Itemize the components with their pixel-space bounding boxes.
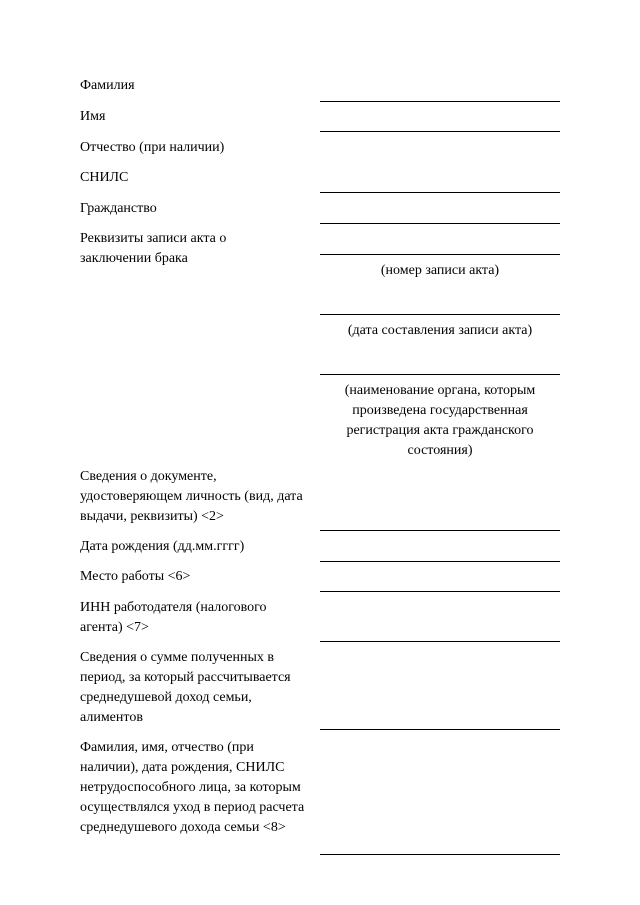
label-imya: Имя — [80, 109, 106, 124]
field-line-grazhdanstvo[interactable] — [320, 223, 560, 224]
field-line-otchestvo-snils[interactable] — [320, 192, 560, 193]
label-otchestvo: Отчество (при наличии) — [80, 140, 225, 155]
label-snils: СНИЛС — [80, 170, 129, 185]
caption-record-date: (дата составления записи акта) — [347, 323, 533, 338]
field-line-disabled-care[interactable] — [320, 854, 560, 855]
field-line-record-number[interactable] — [320, 254, 560, 255]
field-line-birth-date[interactable] — [320, 561, 560, 562]
field-line-alimony[interactable] — [320, 729, 560, 730]
label-disabled-care: Фамилия, имя, отчество (при наличии), дата рождения, СНИЛС нетрудоспособного лица, за которым осуществлялся уход в период расчета среднедушевого дохода семьи <8> — [80, 740, 305, 835]
label-marriage-record: Реквизиты записи акта о заключении брака — [80, 231, 227, 266]
field-line-registry-body[interactable] — [320, 374, 560, 375]
caption-registry-body: (наименование органа, которым произведена государственная регистрация акта гражданского состояния) — [344, 383, 536, 458]
label-birth-date: Дата рождения (дд.мм.гггг) — [80, 539, 245, 554]
field-line-id-document[interactable] — [320, 530, 560, 531]
field-line-familia[interactable] — [320, 101, 560, 102]
label-grazhdanstvo: Гражданство — [80, 201, 157, 216]
label-familia: Фамилия — [80, 78, 135, 93]
caption-record-number: (номер записи акта) — [380, 263, 500, 278]
field-line-record-date[interactable] — [320, 314, 560, 315]
field-line-workplace[interactable] — [320, 591, 560, 592]
label-workplace: Место работы <6> — [80, 569, 191, 584]
label-employer-inn: ИНН работодателя (налогового агента) <7> — [80, 600, 267, 635]
field-line-imya[interactable] — [320, 131, 560, 132]
label-alimony: Сведения о сумме полученных в период, за который рассчитывается среднедушевой доход семьи, алиментов — [80, 650, 291, 725]
field-line-employer-inn[interactable] — [320, 641, 560, 642]
label-id-document: Сведения о документе, удостоверяющем личность (вид, дата выдачи, реквизиты) <2> — [80, 469, 303, 524]
